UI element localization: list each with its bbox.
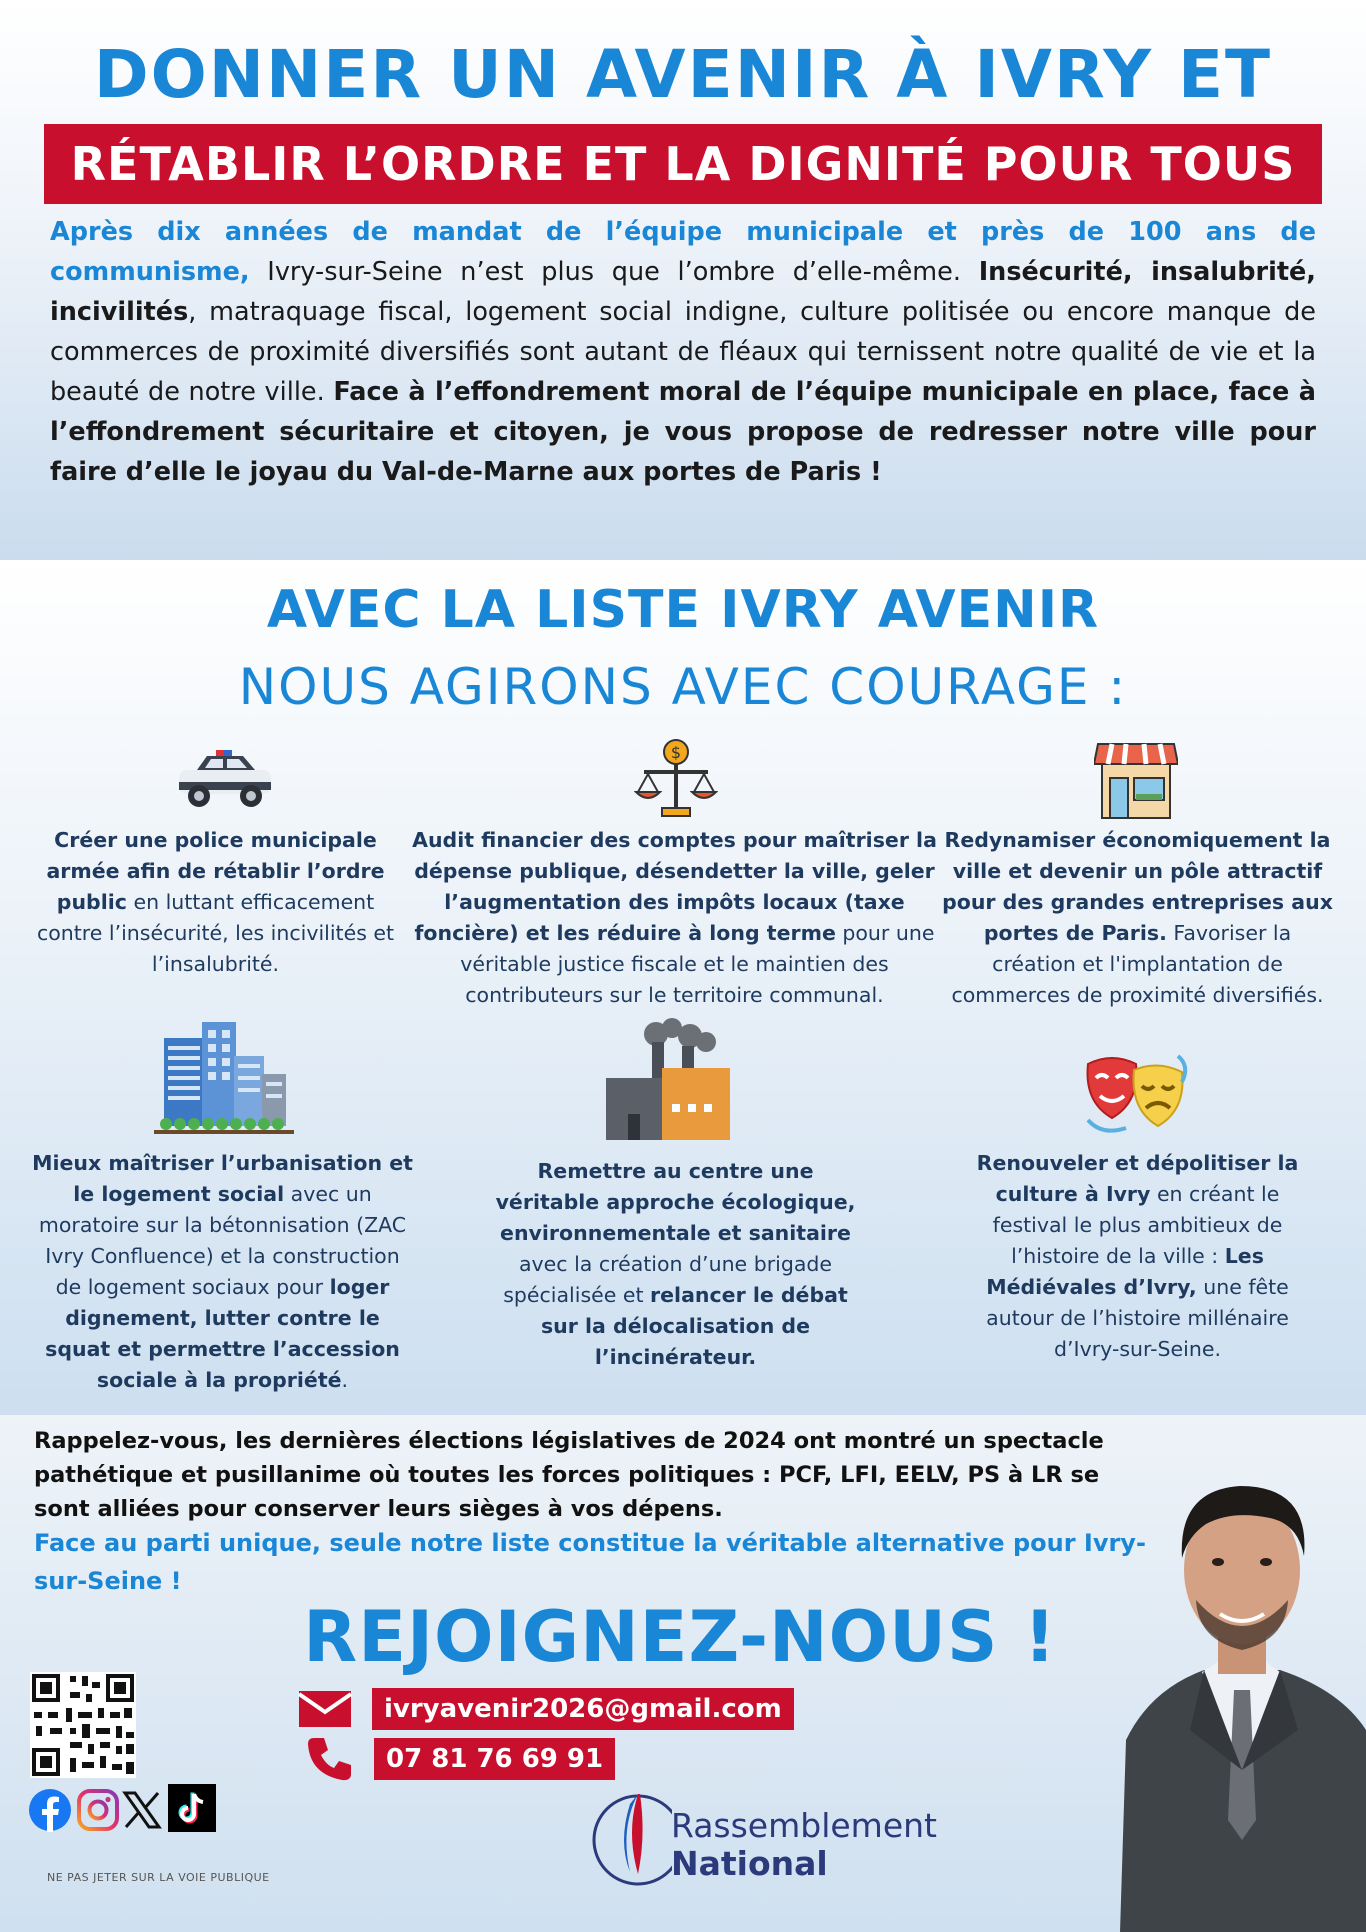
program-item-economy xyxy=(940,825,1335,1011)
factory-icon xyxy=(606,1018,730,1140)
audit-bold: Audit financier des comptes pour maîtriser la dépense publique, désendetter la ville, geler l’augmentation des impôts locaux (taxe foncière) et les réduire à long terme xyxy=(412,828,937,945)
shop-icon xyxy=(1094,740,1178,820)
recall-paragraph: Rappelez-vous, les dernières élections législatives de 2024 ont montré un spectacle pathétique et pusillanime où toutes les forces politiques : PCF, LFI, EELV, PS à LR se sont alliées pour conserver leurs sièges à vos dépens. xyxy=(34,1428,1104,1522)
theater-masks-icon xyxy=(1082,1052,1194,1138)
intro-paragraph xyxy=(50,212,1316,492)
urbanism-text-2: . xyxy=(341,1368,349,1392)
footer-note: NE PAS JETER SUR LA VOIE PUBLIQUE xyxy=(47,1871,270,1884)
program-item-audit xyxy=(412,825,937,1011)
intro-bold-2: Face à l’effondrement moral de l’équipe municipale en place, face à l’effondrement sécuritaire et citoyen, je vous propose de redresser notre ville pour faire d’elle le joyau du Val-de-Marne aux portes de Paris ! xyxy=(50,377,1316,487)
section-title: AVEC LA LISTE IVRY AVENIR xyxy=(266,580,1100,640)
buildings-icon xyxy=(154,1020,294,1138)
ecology-bold-1: Remettre au centre une véritable approche écologique, environnementale et sanitaire xyxy=(495,1159,856,1245)
urbanism-bold-1: Mieux maîtriser l’urbanisation et le logement social xyxy=(32,1151,413,1206)
intro-blue-text: Après dix années de mandat de l’équipe municipale et près de 100 ans de communisme, xyxy=(50,217,1316,287)
tiktok-icon[interactable] xyxy=(168,1784,216,1832)
alternative-paragraph: Face au parti unique, seule notre liste constitue la véritable alternative pour Ivry-sur-Seine ! xyxy=(34,1529,1146,1595)
economy-bold: Redynamiser économiquement la ville et devenir un pôle attractif pour des grandes entreprises aux portes de Paris. xyxy=(942,828,1333,945)
balance-scale-icon xyxy=(634,738,718,820)
ecology-bold-2: relancer le débat sur la délocalisation de l’incinérateur. xyxy=(540,1283,848,1369)
program-item-police xyxy=(28,825,403,980)
qr-code-icon[interactable] xyxy=(30,1672,136,1778)
audit-text: pour une véritable justice fiscale et le maintien des contributeurs sur le territoire communal. xyxy=(460,921,935,1007)
intro-text-2: , matraquage fiscal, logement social indigne, culture politisée ou encore manque de commerces de proximité diversifiés sont autant de fléaux qui ternissent notre qualité de vie et la beauté de notre ville. xyxy=(50,297,1316,407)
mail-icon xyxy=(298,1690,352,1728)
police-car-icon xyxy=(175,748,275,810)
culture-bold-2: Les Médiévales d’Ivry, xyxy=(986,1244,1264,1299)
phone-icon xyxy=(306,1736,352,1782)
intro-text-1: Ivry-sur-Seine n’est plus que l’ombre d’elle-même. xyxy=(249,257,979,287)
banner-text: RÉTABLIR L’ORDRE ET LA DIGNITÉ POUR TOUS xyxy=(70,137,1296,191)
intro-bold-1: Insécurité, insalubrité, incivilités xyxy=(50,257,1316,327)
program-item-culture xyxy=(960,1148,1315,1365)
urbanism-text-1: avec un moratoire sur la bétonnisation (ZAC Ivry Confluence) et la construction de logement sociaux pour xyxy=(38,1182,407,1299)
economy-text: Favoriser la création et l'implantation de commerces de proximité diversifiés. xyxy=(951,921,1324,1007)
police-bold: Créer une police municipale armée afin de rétablir l’ordre public xyxy=(46,828,385,914)
join-title: REJOIGNEZ-NOUS ! xyxy=(303,1596,1057,1678)
main-headline: DONNER UN AVENIR À IVRY ET xyxy=(93,36,1273,113)
x-twitter-icon[interactable] xyxy=(122,1790,162,1830)
culture-text-2: une fête autour de l’histoire millénaire d’Ivry-sur-Seine. xyxy=(986,1275,1289,1361)
culture-text-1: en créant le festival le plus ambitieux de l’histoire de la ville : xyxy=(992,1182,1283,1268)
police-text: en luttant efficacement contre l’insécurité, les incivilités et l’insalubrité. xyxy=(36,890,395,976)
phone-link[interactable]: 07 81 76 69 91 xyxy=(374,1738,615,1780)
ecology-text-1: avec la création d’une brigade spécialisée et xyxy=(503,1252,833,1307)
svg-text:$: $ xyxy=(670,743,682,762)
logo-text-line2: National xyxy=(671,1844,828,1883)
email-link[interactable]: ivryavenir2026@gmail.com xyxy=(372,1688,794,1730)
urbanism-bold-2: loger dignement, lutter contre le squat et permettre l’accession sociale à la propriété xyxy=(45,1275,400,1392)
culture-bold-1: Renouveler et dépolitiser la culture à Ivry xyxy=(976,1151,1299,1206)
program-item-urbanism xyxy=(30,1148,415,1396)
section-subtitle: NOUS AGIRONS AVEC COURAGE : xyxy=(238,658,1128,716)
program-item-ecology xyxy=(488,1156,863,1373)
headline-banner xyxy=(44,124,1322,204)
facebook-icon[interactable] xyxy=(28,1788,72,1832)
logo-text-line1: Rassemblement xyxy=(671,1806,937,1845)
rassemblement-national-logo xyxy=(592,1792,672,1902)
instagram-icon[interactable] xyxy=(76,1788,120,1832)
candidate-portrait xyxy=(1120,1440,1366,1932)
